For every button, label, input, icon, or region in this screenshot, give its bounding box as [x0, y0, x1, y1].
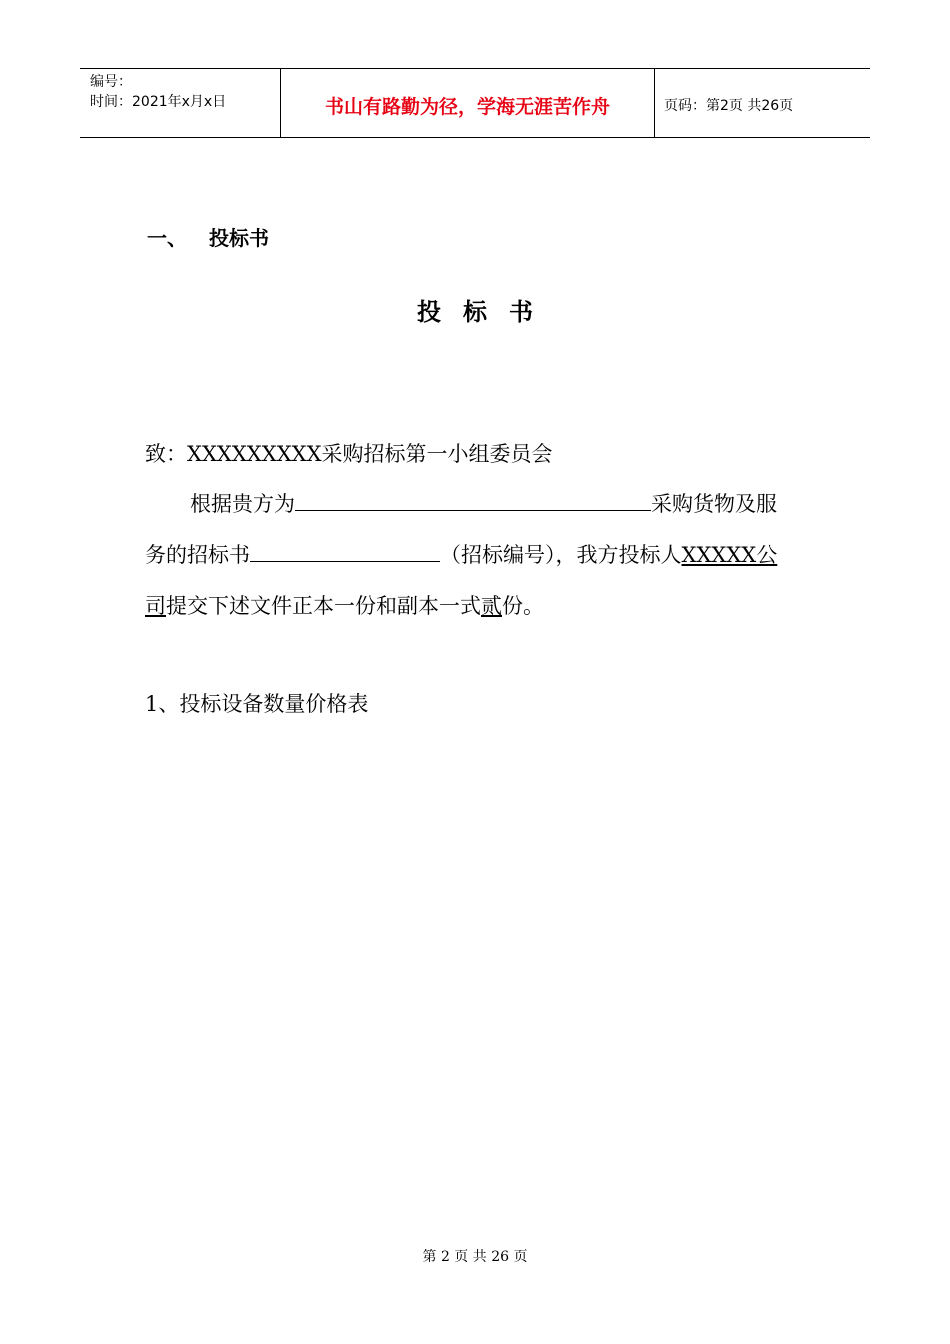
- p3-mid: 提交下述文件正本一份和副本一式: [166, 594, 481, 618]
- page-header: [80, 68, 870, 138]
- page-info: 页码：第2页 共26页: [664, 98, 794, 114]
- purchaser-blank: [295, 490, 651, 511]
- paragraph-line-3: [145, 590, 544, 620]
- p1-end: 采购货物及服: [651, 492, 777, 516]
- time-label: 时间：2021年x月x日: [90, 94, 227, 110]
- p2-start: 务的招标书: [145, 543, 250, 567]
- header-meta-cell: [80, 69, 281, 137]
- company-name-part2: 司: [145, 594, 166, 618]
- page-footer: 第 2 页 共 26 页: [422, 1249, 528, 1265]
- p1-start: 根据贵方为: [190, 492, 295, 516]
- paragraph-line-1: [190, 488, 777, 518]
- tender-number-blank: [250, 541, 440, 562]
- p3-end: 份。: [502, 594, 544, 618]
- section-number: 一、: [147, 226, 187, 250]
- copy-count: 贰: [481, 594, 502, 618]
- header-page-cell: [655, 69, 870, 137]
- header-motto-cell: [281, 69, 655, 137]
- p2-mid: （招标编号），我方投标人: [440, 543, 682, 567]
- document-title: 投标书: [417, 298, 555, 326]
- section-title: 投标书: [209, 226, 269, 250]
- section-heading: [147, 222, 269, 251]
- list-item-1: 1、投标设备数量价格表: [145, 692, 369, 716]
- motto: 书山有路勤为径，学海无涯苦作舟: [324, 96, 610, 118]
- paragraph-line-2: [145, 539, 777, 569]
- number-label: 编号：: [90, 74, 132, 90]
- company-name-part1: XXXXX公: [681, 543, 778, 567]
- addressee-line: 致：XXXXXXXXX采购招标第一小组委员会: [145, 442, 553, 466]
